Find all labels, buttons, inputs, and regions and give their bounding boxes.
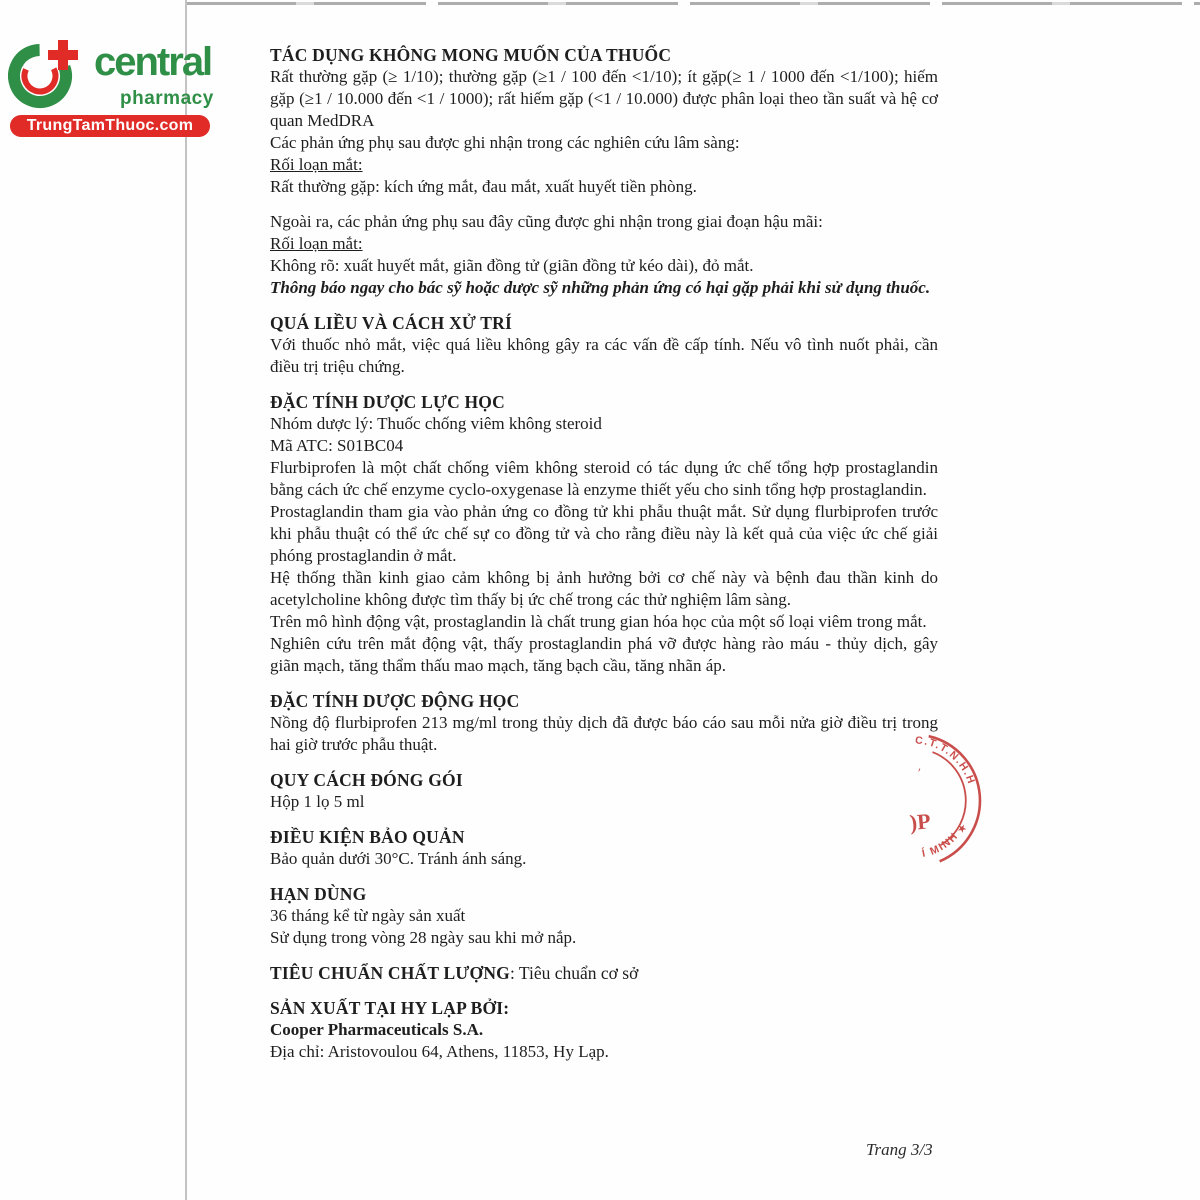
doc-paragraph: Nồng độ flurbiprofen 213 mg/ml trong thủy dịch đã được báo cáo sau mỗi nửa giờ điều trị trong hai giờ trước phẫu thuật. bbox=[270, 713, 938, 754]
section-heading: SẢN XUẤT TẠI HY LẠP BỞI: bbox=[270, 998, 510, 1018]
doc-paragraph: Không rõ: xuất huyết mắt, giãn đồng tử (giãn đồng tử kéo dài), đỏ mắt. bbox=[270, 256, 754, 275]
logo-brand-text: central bbox=[94, 40, 212, 84]
stamp-inner-text: )P bbox=[908, 808, 932, 835]
doc-section bbox=[270, 44, 938, 198]
logo-tagline-text: pharmacy bbox=[120, 88, 214, 109]
doc-section bbox=[270, 769, 938, 813]
stamp-arc-text-bottom: Í MINH bbox=[920, 829, 961, 860]
svg-text:Í MINH bbox=[920, 829, 963, 860]
page-number: Trang 3/3 bbox=[866, 1140, 933, 1159]
section-heading: QUY CÁCH ĐÓNG GÓI bbox=[270, 770, 463, 790]
doc-section bbox=[270, 883, 938, 949]
doc-paragraph: Rối loạn mắt: bbox=[270, 234, 363, 253]
doc-paragraph: Ngoài ra, các phản ứng phụ sau đây cũng được ghi nhận trong giai đoạn hậu mãi: bbox=[270, 212, 823, 231]
logo-website-badge: TrungTamThuoc.com bbox=[10, 115, 210, 137]
doc-paragraph: Prostaglandin tham gia vào phản ứng co đồng tử khi phẫu thuật mắt. Sử dụng flurbiprofen trước khi phẫu thuật có thể ức chế sự co đồng tử và cho rằng điều này là kết quả của việc ức chế giải phóng prostaglandin ở mắt. bbox=[270, 502, 938, 565]
doc-paragraph: Mã ATC: S01BC04 bbox=[270, 436, 404, 455]
company-stamp bbox=[871, 711, 1015, 892]
section-heading: TIÊU CHUẨN CHẤT LƯỢNG: Tiêu chuẩn cơ sở bbox=[270, 963, 639, 983]
stamp-arc-text-top: C.T.T.N.H.H bbox=[914, 734, 978, 787]
doc-paragraph: Với thuốc nhỏ mắt, việc quá liều không gây ra các vấn đề cấp tính. Nếu vô tình nuốt phải, cần điều trị triệu chứng. bbox=[270, 335, 938, 376]
doc-section bbox=[270, 391, 938, 677]
stamp-star-icon: ★ bbox=[954, 821, 971, 837]
doc-paragraph: Nghiên cứu trên mắt động vật, thấy prostaglandin phá vỡ được hàng rào máu - thủy dịch, gây giãn mạch, tăng thẩm thấu mao mạch, tăng bạch cầu, tăng nhãn áp. bbox=[270, 634, 938, 675]
doc-paragraph: Bảo quản dưới 30°C. Tránh ánh sáng. bbox=[270, 849, 527, 868]
doc-section bbox=[270, 690, 938, 756]
doc-section bbox=[270, 962, 938, 984]
scan-artifact-top-edge bbox=[186, 2, 1200, 5]
doc-paragraph: Rất thường gặp (≥ 1/10); thường gặp (≥1 / 100 đến <1/10); ít gặp(≥ 1 / 1000 đến <1/100); hiếm gặp (≥1 / 10.000 đến <1 / 1000); rất hiếm gặp (<1 / 10.000) được phân loại theo tần suất và hệ cơ quan MedDRA bbox=[270, 67, 938, 130]
section-heading: ĐIỀU KIỆN BẢO QUẢN bbox=[270, 827, 465, 847]
doc-paragraph: Flurbiprofen là một chất chống viêm không steroid có tác dụng ức chế tổng hợp prostaglandin bằng cách ức chế enzyme cyclo-oxygenase là enzyme thiết yếu cho sinh tổng hợp prostaglandin. bbox=[270, 458, 938, 499]
doc-paragraph: Địa chỉ: Aristovoulou 64, Athens, 11853, Hy Lạp. bbox=[270, 1042, 609, 1061]
doc-paragraph: Trên mô hình động vật, prostaglandin là chất trung gian hóa học của một số loại viêm trong mắt. bbox=[270, 612, 927, 631]
doc-paragraph: Nhóm dược lý: Thuốc chống viêm không steroid bbox=[270, 414, 602, 433]
section-heading: ĐẶC TÍNH DƯỢC ĐỘNG HỌC bbox=[270, 691, 520, 711]
central-pharmacy-logo bbox=[8, 36, 248, 146]
pharmacy-logo-icon bbox=[8, 38, 78, 110]
section-heading: QUÁ LIỀU VÀ CÁCH XỬ TRÍ bbox=[270, 313, 513, 333]
section-heading: ĐẶC TÍNH DƯỢC LỰC HỌC bbox=[270, 392, 505, 412]
section-heading: HẠN DÙNG bbox=[270, 884, 367, 904]
doc-section bbox=[270, 997, 938, 1063]
doc-section bbox=[270, 826, 938, 870]
stamp-ink-mark: ' bbox=[914, 765, 923, 780]
document-body bbox=[270, 44, 938, 1076]
doc-section bbox=[270, 312, 938, 378]
doc-paragraph: Sử dụng trong vòng 28 ngày sau khi mở nắp. bbox=[270, 928, 577, 947]
doc-paragraph: Các phản ứng phụ sau được ghi nhận trong các nghiên cứu lâm sàng: bbox=[270, 133, 740, 152]
doc-paragraph: 36 tháng kể từ ngày sản xuất bbox=[270, 906, 466, 925]
doc-paragraph: Cooper Pharmaceuticals S.A. bbox=[270, 1020, 484, 1039]
section-heading: TÁC DỤNG KHÔNG MONG MUỐN CỦA THUỐC bbox=[270, 45, 672, 65]
doc-paragraph: Hộp 1 lọ 5 ml bbox=[270, 792, 365, 811]
doc-paragraph: Rối loạn mắt: bbox=[270, 155, 363, 174]
doc-paragraph: Thông báo ngay cho bác sỹ hoặc dược sỹ những phản ứng có hại gặp phải khi sử dụng thuốc. bbox=[270, 278, 931, 297]
doc-paragraph: Hệ thống thần kinh giao cảm không bị ảnh hưởng bởi cơ chế này và bệnh đau thần kinh do acetylcholine không được tìm thấy bị ức chế trong các thử nghiệm lâm sàng. bbox=[270, 568, 938, 609]
doc-paragraph: Rất thường gặp: kích ứng mắt, đau mắt, xuất huyết tiền phòng. bbox=[270, 177, 697, 196]
doc-section bbox=[270, 211, 938, 299]
plus-icon bbox=[48, 40, 78, 70]
scan-artifact-left-edge bbox=[185, 0, 187, 1200]
